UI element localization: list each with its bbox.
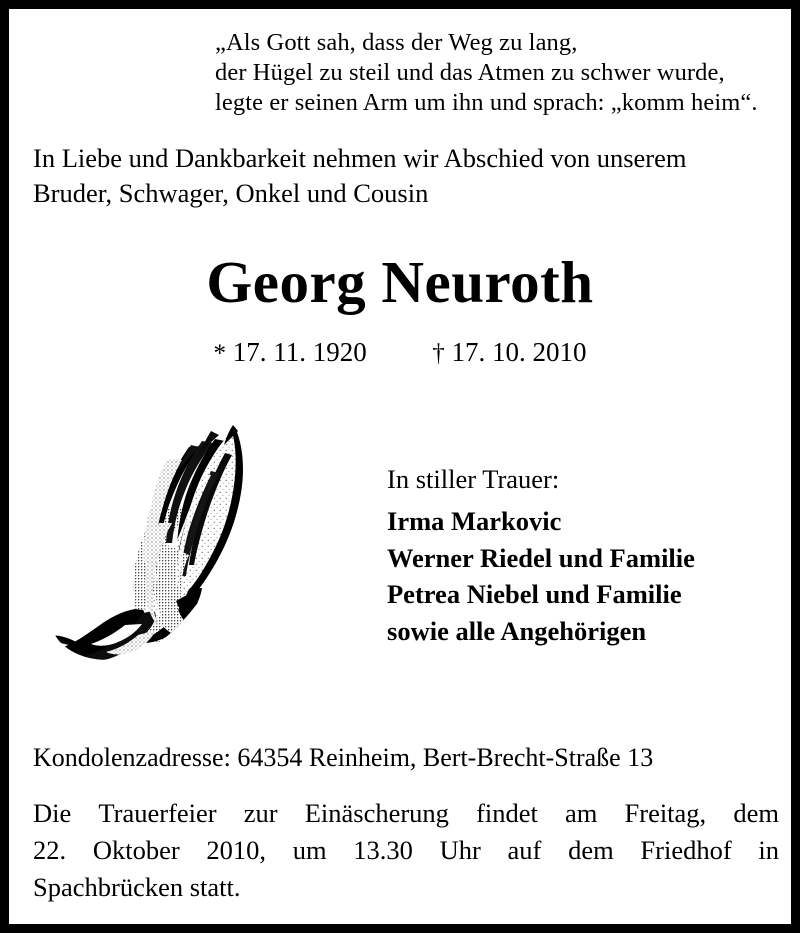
death-cross-icon: † bbox=[432, 340, 445, 367]
ceremony-line-1: Die Trauerfeier zur Einäscherung findet am Freitag, dem bbox=[33, 798, 779, 828]
memorial-verse bbox=[215, 28, 775, 118]
mourner-name: Irma Markovic bbox=[387, 506, 562, 536]
ceremony-line-2: 22. Oktober 2010, um 13.30 Uhr auf dem Friedhof in bbox=[33, 835, 779, 865]
mourner-name: sowie alle Angehörigen bbox=[387, 615, 647, 646]
ceremony-details bbox=[33, 795, 779, 906]
obituary-inner bbox=[9, 9, 791, 924]
intro-line-2: Bruder, Schwager, Onkel und Cousin bbox=[33, 177, 429, 208]
birth-date: 17. 11. 1920 bbox=[232, 337, 367, 367]
condolence-address: Kondolenzadresse: 64354 Reinheim, Bert-Brecht-Straße 13 bbox=[33, 743, 654, 772]
intro-line-1: In Liebe und Dankbarkeit nehmen wir Abschied von unserem bbox=[33, 143, 687, 173]
mourners-block bbox=[387, 462, 777, 649]
mourner-name: Werner Riedel und Familie bbox=[387, 542, 695, 573]
life-dates bbox=[9, 335, 791, 371]
mourners-heading: In stiller Trauer: bbox=[387, 464, 560, 494]
death-date: 17. 10. 2010 bbox=[451, 337, 587, 367]
deceased-name: Georg Neuroth bbox=[206, 249, 594, 315]
mourner-name: Petrea Niebel und Familie bbox=[387, 579, 682, 609]
farewell-intro bbox=[33, 141, 775, 210]
ceremony-line-3: Spachbrücken statt. bbox=[33, 872, 241, 902]
verse-line-2: der Hügel zu steil und das Atmen zu schwer wurde, bbox=[215, 59, 725, 86]
mourners-list bbox=[387, 503, 777, 649]
birth-star-icon: * bbox=[213, 340, 226, 367]
verse-line-1: „Als Gott sah, dass der Weg zu lang, bbox=[215, 29, 578, 56]
verse-line-3: legte er seinen Arm um ihn und sprach: „komm heim“. bbox=[215, 89, 758, 116]
praying-hands-icon bbox=[39, 413, 301, 675]
